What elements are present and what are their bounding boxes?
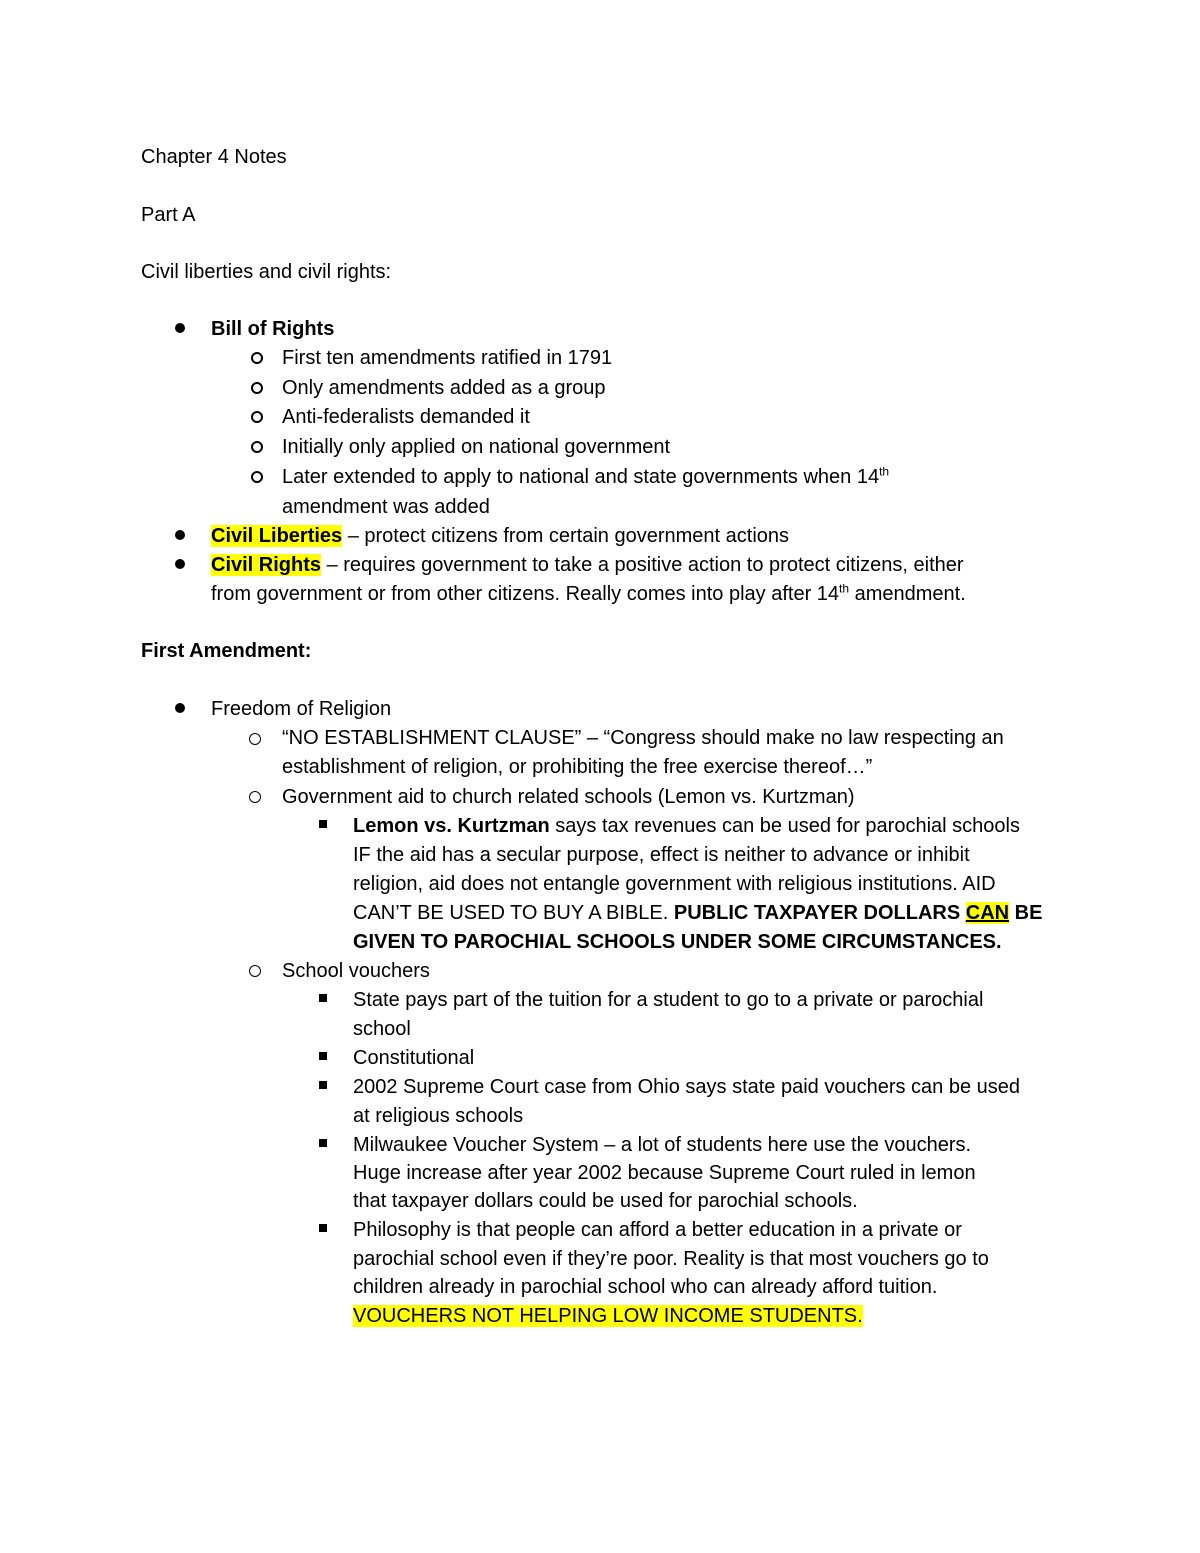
clause-line: establishment of religion, or prohibiting the free exercise thereof…” [282, 756, 873, 778]
civil-rights-text-end: amendment. [849, 583, 966, 605]
voucher-conclusion-text: VOUCHERS NOT HELPING LOW INCOME STUDENTS. [353, 1305, 863, 1327]
aid-detail-text: CAN’T BE USED TO BUY A BIBLE. [353, 902, 674, 924]
bill-item [282, 465, 889, 489]
section-heading-first-amendment: First Amendment: [141, 640, 312, 662]
bullet-circle-icon [249, 733, 261, 745]
aid-emphasis: PUBLIC TAXPAYER DOLLARS [673, 902, 966, 924]
voucher-item: Milwaukee Voucher System – a lot of students here use the vouchers. [353, 1134, 972, 1156]
bullet-circle-icon [251, 471, 263, 483]
school-vouchers-label: School vouchers [282, 960, 430, 982]
bullet-dot-icon [175, 703, 185, 713]
aid-detail-line: IF the aid has a secular purpose, effect is neither to advance or inhibit [353, 844, 970, 866]
bill-item-text: Later extended to apply to national and state governments when 14 [282, 466, 880, 488]
bullet-square-icon [319, 994, 327, 1002]
voucher-conclusion [353, 1304, 863, 1328]
voucher-item: 2002 Supreme Court case from Ohio says state paid vouchers can be used [353, 1076, 1021, 1098]
bullet-square-icon [319, 1224, 327, 1232]
civil-liberties-definition: – protect citizens from certain government actions [342, 525, 790, 547]
voucher-item: Constitutional [353, 1047, 475, 1069]
bullet-circle-icon [251, 411, 263, 423]
voucher-item: that taxpayer dollars could be used for parochial schools. [353, 1190, 858, 1212]
case-name: Lemon vs. Kurtzman [353, 815, 550, 837]
superscript: th [839, 581, 850, 596]
bullet-circle-icon [251, 441, 263, 453]
part-heading: Part A [141, 204, 196, 226]
voucher-item: Huge increase after year 2002 because Supreme Court ruled in lemon [353, 1162, 976, 1184]
bullet-circle-icon [249, 965, 261, 977]
bullet-square-icon [319, 1139, 327, 1147]
aid-detail-text: says tax revenues can be used for parochial schools [549, 815, 1020, 837]
aid-emphasis-line: GIVEN TO PAROCHIAL SCHOOLS UNDER SOME CIRCUMSTANCES. [353, 931, 1002, 953]
voucher-item: school [353, 1018, 411, 1040]
bullet-dot-icon [175, 559, 185, 569]
superscript: th [879, 464, 890, 479]
civil-rights-definition: – requires government to take a positive action to protect citizens, either [321, 554, 964, 576]
clause-line: “NO ESTABLISHMENT CLAUSE” – “Congress should make no law respecting an [282, 727, 1004, 749]
voucher-item: children already in parochial school who can already afford tuition. [353, 1276, 938, 1298]
bill-item: Initially only applied on national government [282, 436, 671, 458]
bullet-square-icon [319, 1081, 327, 1089]
civil-rights-text: from government or from other citizens. Really comes into play after 14 [211, 583, 840, 605]
voucher-item: Philosophy is that people can afford a better education in a private or [353, 1219, 962, 1241]
bullet-circle-icon [251, 352, 263, 364]
bullet-circle-icon [249, 791, 261, 803]
bill-item: Only amendments added as a group [282, 377, 606, 399]
civil-rights-item [211, 553, 964, 577]
voucher-item: at religious schools [353, 1105, 524, 1127]
civil-liberties-term: Civil Liberties [211, 525, 343, 547]
aid-detail-line: religion, aid does not entangle government with religious institutions. AID [353, 873, 996, 895]
section-heading-civil: Civil liberties and civil rights: [141, 261, 392, 283]
doc-title: Chapter 4 Notes [141, 146, 287, 168]
bullet-square-icon [319, 1052, 327, 1060]
civil-rights-continuation [211, 582, 966, 606]
aid-emphasis: BE [1009, 902, 1043, 924]
civil-liberties-item [211, 524, 789, 548]
voucher-item: State pays part of the tuition for a student to go to a private or parochial [353, 989, 984, 1011]
bullet-square-icon [319, 820, 327, 828]
freedom-of-religion: Freedom of Religion [211, 698, 392, 720]
aid-emphasis-can: CAN [965, 902, 1010, 924]
bill-of-rights-label: Bill of Rights [211, 318, 335, 340]
voucher-item: parochial school even if they’re poor. Reality is that most vouchers go to [353, 1248, 989, 1270]
bullet-dot-icon [175, 530, 185, 540]
bill-item-continuation: amendment was added [282, 496, 490, 518]
civil-rights-term: Civil Rights [211, 554, 322, 576]
bill-item: Anti-federalists demanded it [282, 406, 530, 428]
aid-detail-line [353, 814, 1020, 838]
bullet-circle-icon [251, 382, 263, 394]
bill-item: First ten amendments ratified in 1791 [282, 347, 613, 369]
bullet-dot-icon [175, 323, 185, 333]
aid-detail-line [353, 901, 1042, 925]
aid-label: Government aid to church related schools (Lemon vs. Kurtzman) [282, 786, 855, 808]
